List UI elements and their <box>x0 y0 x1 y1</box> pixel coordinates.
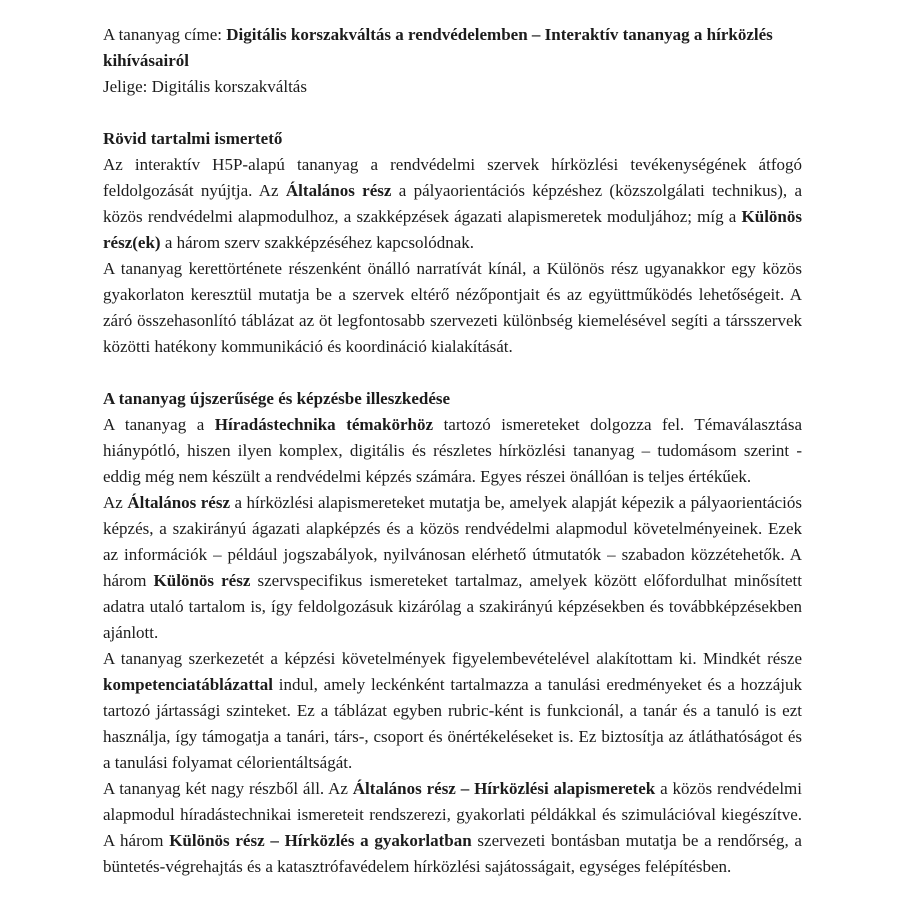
section2-paragraph-2 <box>103 490 802 646</box>
section1-paragraph-2: A tananyag kerettörténete részenként önálló narratívát kínál, a Különös rész ugyanakkor egy közös gyakorlaton keresztül mutatja be a szervek eltérő nézőpontjait és az együttműködés lehetőségeit. A záró összehasonlító táblázat az öt legfontosabb szervezeti különbség kiemelésével segíti a társszervek közötti hatékony kommunikáció és koordináció kialakítását. <box>103 259 802 356</box>
codename-line: Jelige: Digitális korszakváltás <box>103 77 307 96</box>
text-run-bold: Különös rész(ek) <box>103 207 802 252</box>
text-run: szervspecifikus ismereteket tartalmaz, amelyek között előfordulhat minősített adatra utaló tartalom is, így feldolgozásuk kizárólag a szakirányú képzésekben és továbbképzésekben ajánlott. <box>103 571 802 642</box>
text-run: a három szerv szakképzéséhez kapcsolódnak. <box>160 233 474 252</box>
text-run: Az interaktív H5P-alapú tananyag a rendvédelmi szervek hírközlési tevékenységének átfogó feldolgozását nyújtja. Az <box>103 155 802 200</box>
text-run: szervezeti bontásban mutatja be a rendőrség, a büntetés-végrehajtás és a katasztrófavédelem hírközlési sajátosságait, egységes felépítésben. <box>103 831 802 876</box>
text-run: A tananyag két nagy részből áll. Az <box>103 779 353 798</box>
text-run-bold: Híradástechnika témakörhöz <box>214 415 434 434</box>
text-run: A tananyag a <box>103 415 215 434</box>
text-run: indul, amely leckénként tartalmazza a tanulási eredményeket és a hozzájuk tartozó jártassági szinteket. Ez a táblázat egyben rubric-ként is funkcionál, a tanár és a tanuló is ezt használja, így támogatja a tanári, társ-, csoport és önértékeléseket is. Ez biztosítja az átláthatóságot és a tanulási folyamat célorientáltságát. <box>103 675 802 772</box>
text-run: tartozó ismereteket dolgozza fel. Témaválasztása hiánypótló, hiszen ilyen komplex, digitális és részletes hírközlési tananyag – tudomásom szerint - eddig még nem készült a rendvédelmi képzés számára. Egyes részei önállóan is teljes értékűek. <box>103 415 802 486</box>
text-run-bold: kompetenciatáblázattal <box>103 675 273 694</box>
text-run-bold: Különös rész – Hírközlés a gyakorlatban <box>169 831 472 850</box>
text-run-bold: Általános rész <box>127 493 230 512</box>
text-run: a pályaorientációs képzéshez (közszolgálati technikus), a közös rendvédelmi alapmodulhoz, a szakképzések ágazati alapismeretek moduljához; míg a <box>103 181 802 226</box>
text-run-bold: Különös rész <box>153 571 251 590</box>
text-run-bold: Általános rész <box>285 181 392 200</box>
section1-heading: Rövid tartalmi ismertető <box>103 129 283 148</box>
title-bold: Digitális korszakváltás a rendvédelemben – Interaktív tananyag a hírközlés kihívásairól <box>103 25 773 70</box>
text-run: Az <box>103 493 128 512</box>
text-run: a közös rendvédelmi alapmodul híradástechnikai ismereteit rendszerezi, gyakorlati példákkal és szimulációval kiegészítve. A három <box>103 779 802 850</box>
section2-paragraph-1 <box>103 412 802 490</box>
text-run-bold: Általános rész – Hírközlési alapismeretek <box>352 779 656 798</box>
text-run: A tananyag szerkezetét a képzési követelmények figyelembevételével alakítottam ki. Mindkét része <box>103 649 802 668</box>
section2-heading: A tananyag újszerűsége és képzésbe illeszkedése <box>103 389 451 408</box>
title-line <box>103 22 802 74</box>
section2-paragraph-3 <box>103 646 802 776</box>
title-prefix: A tananyag címe: <box>103 25 227 44</box>
section2-paragraph-4 <box>103 776 802 880</box>
section1-paragraph-1 <box>103 152 802 256</box>
text-run: a hírközlési alapismereteket mutatja be, amelyek alapját képezik a pályaorientációs képzés, a szakirányú ágazati alapképzés és a közös rendvédelmi alapmodul követelményeinek. Ezek az információk – például jogszabályok, nyilvánosan elérhető útmutatók – szabadon közzétehetők. A három <box>103 493 802 590</box>
